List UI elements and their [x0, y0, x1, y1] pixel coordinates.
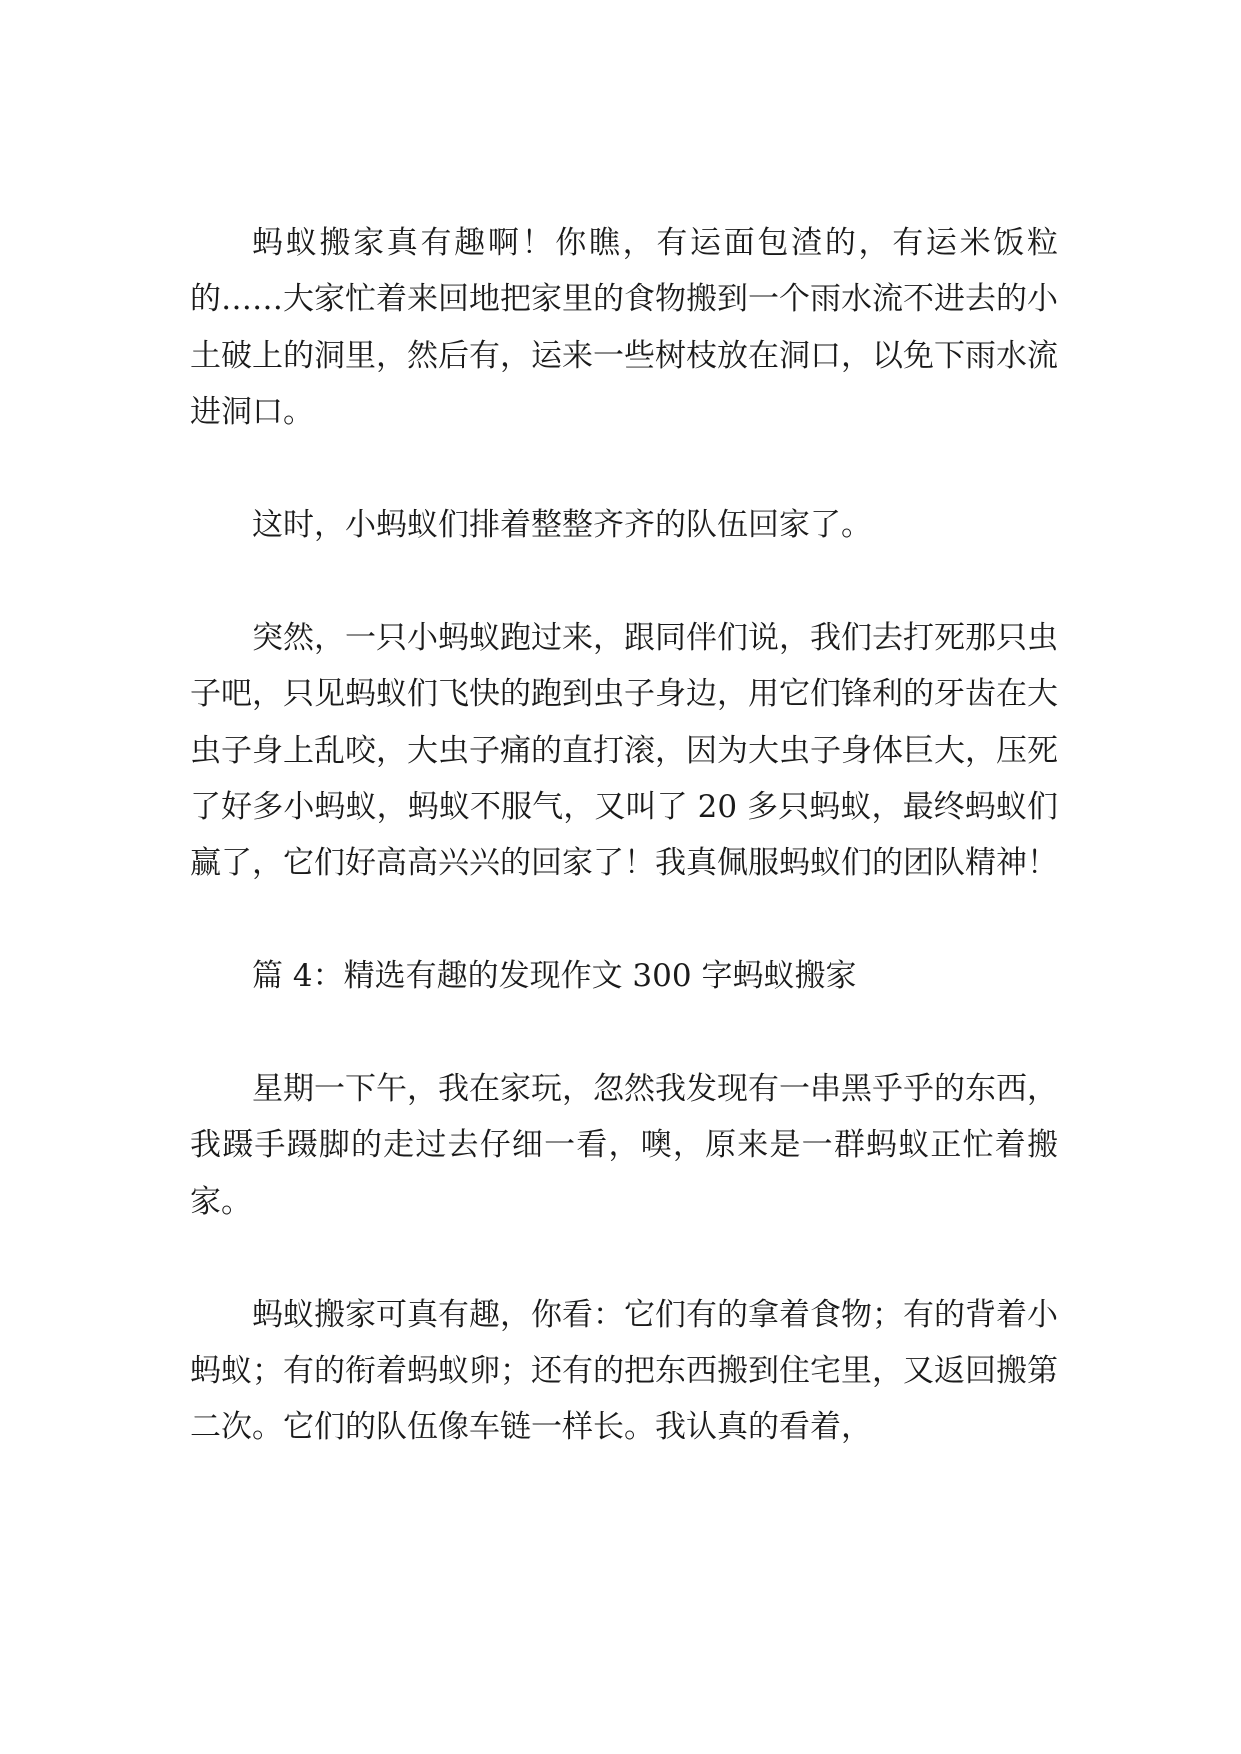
document-body [190, 215, 1058, 1456]
paragraph-ants-carrying: 蚂蚁搬家可真有趣，你看：它们有的拿着食物；有的背着小蚂蚁；有的衔着蚂蚁卵；还有的把东西搬到住宅里，又返回搬第二次。它们的队伍像车链一样长。我认真的看着， [190, 1296, 1058, 1446]
paragraph-ants-return-home: 这时，小蚂蚁们排着整整齐齐的队伍回家了。 [252, 507, 872, 544]
section-heading: 篇 4：精选有趣的发现作文 300 字蚂蚁搬家 [252, 958, 857, 995]
paragraph-monday-discovery: 星期一下午，我在家玩，忽然我发现有一串黑乎乎的东西，我蹑手蹑脚的走过去仔细一看，噢，原来是一群蚂蚁正忙着搬家。 [190, 1071, 1058, 1220]
paragraph-ants-moving-fun: 蚂蚁搬家真有趣啊！你瞧，有运面包渣的，有运米饭粒的……大家忙着来回地把家里的食物搬到一个雨水流不进去的小土破上的洞里，然后有，运来一些树枝放在洞口，以免下雨水流进洞口。 [190, 225, 1058, 431]
paragraph-ants-fight-bug: 突然，一只小蚂蚁跑过来，跟同伴们说，我们去打死那只虫子吧，只见蚂蚁们飞快的跑到虫子身边，用它们锋利的牙齿在大虫子身上乱咬，大虫子痛的直打滚，因为大虫子身体巨大，压死了好多小蚂蚁，蚂蚁不服气，又叫了 20 多只蚂蚁，最终蚂蚁们赢了，它们好高高兴兴的回家了！我真佩服蚂蚁们的团队精神！ [190, 619, 1058, 882]
